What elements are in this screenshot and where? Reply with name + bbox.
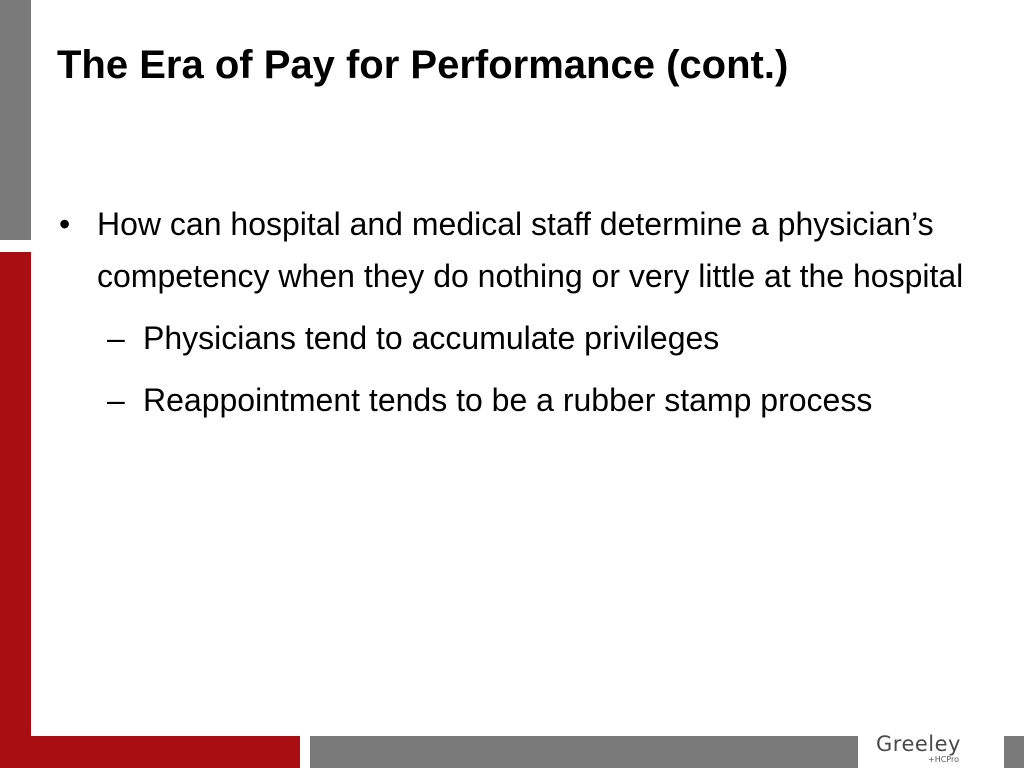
footer-red-bar bbox=[0, 736, 300, 768]
slide-body bbox=[57, 198, 977, 426]
left-grey-accent-bar bbox=[0, 0, 31, 240]
logo-subbrand: +HCPro bbox=[928, 755, 959, 764]
sub-bullet-marker: – bbox=[107, 320, 125, 356]
bullet-item bbox=[57, 198, 977, 302]
footer-grey-bar bbox=[310, 736, 858, 768]
bullet-marker: • bbox=[59, 206, 71, 242]
sub-bullet-item bbox=[57, 374, 977, 426]
slide-title: The Era of Pay for Performance (cont.) bbox=[57, 43, 789, 87]
logo-wordmark: Greeley bbox=[876, 732, 961, 756]
sub-bullet-item bbox=[57, 312, 977, 364]
bullet-text: How can hospital and medical staff determine a physician’s competency when they do nothing or very little at the hospital bbox=[97, 206, 964, 294]
sub-bullet-text: Physicians tend to accumulate privileges bbox=[143, 320, 720, 356]
footer-grey-bar-right bbox=[1004, 736, 1024, 768]
sub-bullet-text: Reappointment tends to be a rubber stamp process bbox=[143, 382, 873, 418]
left-red-accent-bar bbox=[0, 252, 31, 768]
greeley-logo bbox=[866, 732, 996, 768]
sub-bullet-marker: – bbox=[107, 382, 125, 418]
